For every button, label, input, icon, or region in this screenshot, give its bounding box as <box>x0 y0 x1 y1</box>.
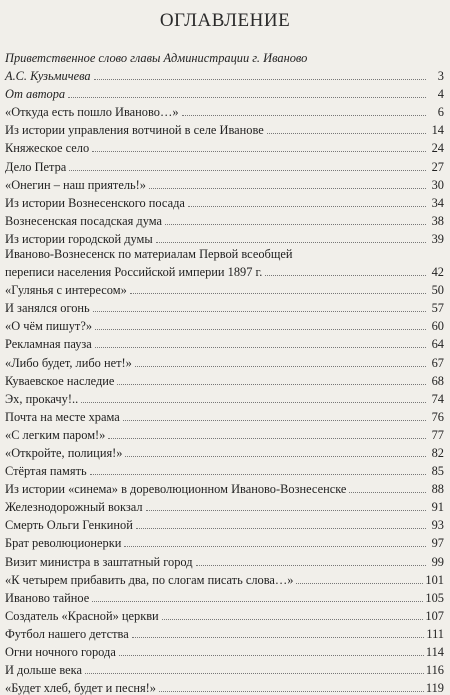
toc-entry-title: Смерть Ольги Генкиной <box>5 518 133 533</box>
toc-entry[interactable] <box>5 550 444 568</box>
toc-entry[interactable] <box>5 297 444 315</box>
toc-entry[interactable] <box>5 101 444 119</box>
toc-entry-title: «Либо будет, либо нет!» <box>5 355 132 370</box>
toc-page-number: 67 <box>431 355 444 370</box>
toc-page-number: 60 <box>431 319 444 334</box>
toc-entry[interactable] <box>5 424 444 442</box>
toc-page-number: 68 <box>431 373 444 388</box>
dot-leader <box>156 242 426 243</box>
toc-entry[interactable] <box>5 478 444 496</box>
toc-entry-title: Огни ночного города <box>5 645 116 659</box>
toc-entry[interactable] <box>5 155 444 173</box>
dot-leader <box>95 347 426 348</box>
toc-page-number: 107 <box>425 608 444 623</box>
toc-entry[interactable] <box>5 50 444 65</box>
toc-page-number: 77 <box>431 427 444 442</box>
toc-entry[interactable] <box>5 388 444 406</box>
toc-entry[interactable] <box>5 460 444 478</box>
toc-entry[interactable] <box>5 605 444 623</box>
dot-leader <box>196 565 426 566</box>
toc-entry-title: Брат революционерки <box>5 536 122 551</box>
toc-entry-title: Из истории Вознесенского посада <box>5 195 185 210</box>
dot-leader <box>124 546 426 547</box>
toc-page-number: 114 <box>425 645 444 659</box>
dot-leader <box>93 311 426 312</box>
toc-page-number: 91 <box>431 500 444 515</box>
toc-entry-title: «Откройте, полиция!» <box>5 445 123 460</box>
toc-entry-title: Почта на месте храма <box>5 409 120 424</box>
dot-leader <box>296 583 423 584</box>
toc-entry-title: Иваново тайное <box>5 590 90 605</box>
toc-entry[interactable] <box>5 370 444 388</box>
toc-entry[interactable] <box>5 442 444 460</box>
toc-entry[interactable] <box>5 228 444 246</box>
toc-entry-title: «С легким паром!» <box>5 427 106 442</box>
dot-leader <box>108 438 426 439</box>
toc-entry[interactable] <box>5 659 444 677</box>
toc-entry[interactable] <box>5 174 444 192</box>
dot-leader <box>267 133 426 134</box>
dot-leader <box>135 366 426 367</box>
toc-page-number: 14 <box>431 123 444 138</box>
toc-entry-title: Иваново-Вознесенск по материалам Первой всеобщей <box>5 246 293 261</box>
toc-entry-title: Футбол нашего детства <box>5 626 129 641</box>
toc-page-number: 88 <box>431 482 444 497</box>
toc-page-number: 74 <box>431 391 444 406</box>
toc-entry[interactable] <box>5 496 444 514</box>
toc-entry[interactable] <box>5 569 444 587</box>
dot-leader <box>130 293 426 294</box>
toc-entry[interactable] <box>5 192 444 210</box>
toc-entry-title: Рекламная пауза <box>5 337 92 352</box>
toc-entry-title: И дольше века <box>5 663 82 678</box>
dot-leader <box>265 275 426 276</box>
toc-entry-title: «К четырем прибавить два, по слогам писать слова…» <box>5 572 294 587</box>
page-title: ОГЛАВЛЕНИЕ <box>159 10 291 31</box>
toc-entry-title: «О чём пишут?» <box>5 319 93 334</box>
toc-entry-title: Приветственное слово главы Администрации г. Иваново <box>5 51 308 65</box>
dot-leader <box>119 655 424 656</box>
toc-page-number: 105 <box>425 590 444 605</box>
toc-entry-title: переписи населения Российской империи 1897 г. <box>5 265 263 280</box>
toc-entry[interactable] <box>5 210 444 228</box>
toc-page-number: 24 <box>431 141 444 156</box>
toc-entry-title: «Откуда есть пошло Иваново…» <box>5 105 179 120</box>
toc-entry-title: Визит министра в заштатный город <box>5 554 193 569</box>
toc-page-number: 111 <box>426 626 444 641</box>
dot-leader <box>136 528 426 529</box>
dot-leader <box>94 79 426 80</box>
toc-entry[interactable] <box>5 246 444 261</box>
toc-entry-title: Княжеское село <box>5 141 90 156</box>
dot-leader <box>159 691 424 692</box>
toc-entry[interactable] <box>5 514 444 532</box>
dot-leader <box>162 619 424 620</box>
toc-page-number: 57 <box>431 301 444 316</box>
dot-leader <box>92 601 423 602</box>
toc-entry-title: «Будет хлеб, будет и песня!» <box>5 681 156 695</box>
toc-entry[interactable] <box>5 261 444 279</box>
toc-page-number: 42 <box>431 265 444 280</box>
toc-entry-title: «Гулянья с интересом» <box>5 283 127 298</box>
toc-page-number: 50 <box>431 283 444 298</box>
dot-leader <box>349 492 426 493</box>
toc-entry-title: «Онегин – наш приятель!» <box>5 177 147 192</box>
toc-page-number: 93 <box>431 518 444 533</box>
dot-leader <box>188 206 426 207</box>
toc-page-number: 38 <box>431 213 444 228</box>
toc-entry-title: И занялся огонь <box>5 301 90 316</box>
toc-page-number: 30 <box>431 177 444 192</box>
toc-entry-title: Из истории «синема» в дореволюционном Иваново-Вознесенске <box>5 482 347 497</box>
toc-entry-title: Куваевское наследие <box>5 373 115 388</box>
toc-entry[interactable] <box>5 83 444 101</box>
dot-leader <box>81 402 426 403</box>
toc-entry-title: Стёртая память <box>5 464 87 479</box>
toc-page-number: 39 <box>431 231 444 246</box>
dot-leader <box>69 170 426 171</box>
toc-entry-title: Из истории управления вотчиной в селе Иванове <box>5 123 264 138</box>
toc-entry[interactable] <box>5 315 444 333</box>
toc-entry[interactable] <box>5 677 444 695</box>
toc-entry[interactable] <box>5 532 444 550</box>
toc-entry[interactable] <box>5 65 444 83</box>
toc-entry-title: Из истории городской думы <box>5 231 153 246</box>
toc-entry[interactable] <box>5 406 444 424</box>
dot-leader <box>125 456 426 457</box>
dot-leader <box>146 510 427 511</box>
toc-entry[interactable] <box>5 119 444 137</box>
toc-page-number: 119 <box>425 681 444 695</box>
dot-leader <box>117 384 426 385</box>
dot-leader <box>92 151 426 152</box>
toc-page-number: 116 <box>425 663 444 678</box>
toc-entry-title: Железнодорожный вокзал <box>5 500 143 515</box>
dot-leader <box>95 329 426 330</box>
toc-entry[interactable] <box>5 279 444 297</box>
toc-entry[interactable] <box>5 641 444 659</box>
toc-page-number: 6 <box>437 105 444 120</box>
toc-page-number: 82 <box>431 445 444 460</box>
dot-leader <box>90 474 426 475</box>
toc-page-number: 3 <box>437 69 444 84</box>
table-of-contents <box>5 50 444 695</box>
toc-entry-title: Создатель «Красной» церкви <box>5 608 159 623</box>
toc-page-number: 97 <box>431 536 444 551</box>
toc-entry[interactable] <box>5 333 444 351</box>
toc-entry-title: Эх, прокачу!.. <box>5 391 79 406</box>
toc-page-number: 4 <box>437 87 444 102</box>
toc-entry[interactable] <box>5 587 444 605</box>
toc-page-number: 27 <box>431 159 444 174</box>
dot-leader <box>182 115 426 116</box>
dot-leader <box>85 673 424 674</box>
toc-entry-title: А.С. Кузьмичева <box>5 69 91 84</box>
toc-entry-title: Вознесенская посадская дума <box>5 213 163 228</box>
toc-entry[interactable] <box>5 351 444 369</box>
toc-page-number: 85 <box>431 464 444 479</box>
dot-leader <box>132 637 425 638</box>
toc-entry-title: От автора <box>5 87 66 102</box>
toc-page-number: 76 <box>431 409 444 424</box>
dot-leader <box>123 420 426 421</box>
toc-page-number: 101 <box>425 572 444 587</box>
toc-entry[interactable] <box>5 137 444 155</box>
toc-page-number: 64 <box>431 337 444 352</box>
dot-leader <box>165 224 426 225</box>
toc-page-number: 34 <box>431 195 444 210</box>
dot-leader <box>149 188 426 189</box>
toc-entry-title: Дело Петра <box>5 159 67 174</box>
dot-leader <box>68 97 426 98</box>
toc-page-number: 99 <box>431 554 444 569</box>
